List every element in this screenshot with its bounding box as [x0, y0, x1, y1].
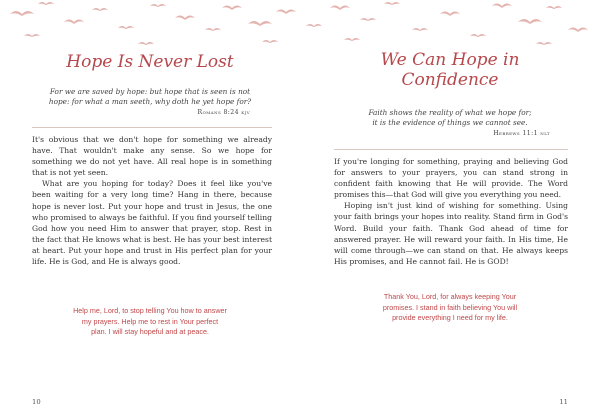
page-title — [330, 50, 570, 90]
prayer-line: promises. I stand in faith believing You will — [382, 302, 518, 312]
prayer-line: provide everything I need for my life. — [392, 313, 508, 323]
title-line: Confidence — [401, 70, 499, 90]
prayer-text — [330, 292, 570, 324]
verse-line: Faith shows the reality of what we hope for; — [368, 108, 532, 117]
body-paragraph: It's obvious that we don't hope for something we already have. That wouldn't make any sense. So we hope for something we do not yet have. All real hope is in something that is not yet seen. — [32, 135, 272, 178]
scripture-verse — [30, 87, 270, 107]
scripture-verse — [330, 108, 570, 128]
prayer-text — [30, 306, 270, 338]
birds-icon — [0, 0, 300, 60]
page-number: 11 — [559, 398, 568, 406]
verse-reference: Hebrews 11:1 nlt — [493, 130, 550, 137]
body-paragraph: Hoping isn't just kind of wishing for something. Using your faith brings your hopes into reality. Stand firm in God's Word. Build your faith. Thank God ahead of time for answered prayer. He will reward your faith. In His time, He will come through—we can stand on that. He always keeps His promises, and He cannot fail. He is GOD! — [334, 201, 568, 266]
verse-line: For we are saved by hope: but hope that is seen is not — [49, 87, 251, 96]
verse-reference: Romans 8:24 kjv — [197, 109, 250, 116]
devotional-body — [334, 156, 568, 267]
verse-line: it is the evidence of things we cannot see. — [372, 118, 528, 127]
section-divider — [334, 149, 568, 150]
prayer-line: my prayers. Help me to rest in Your perfect — [81, 316, 219, 326]
title-line: We Can Hope in — [380, 50, 520, 70]
prayer-line: Thank You, Lord, for always keeping Your — [383, 292, 517, 301]
verse-line: hope: for what a man seeth, why doth he yet hope for? — [48, 97, 252, 106]
right-page — [300, 0, 600, 420]
section-divider — [32, 127, 272, 128]
devotional-body — [32, 134, 272, 267]
body-paragraph: What are you hoping for today? Does it feel like you've been waiting for a very long time? Hang in there, because hope is never lost. Put your hope and trust in Jesus, the one who promised to always be faithful. If you find yourself telling God how you need Him to answer that prayer, stop. Rest in the fact that He knows what is best. He has your best interest at heart. Put your hope and trust in His perfect plan for your life. He is God, and He is always good. — [32, 179, 272, 267]
prayer-line: Help me, Lord, to stop telling You how to answer — [73, 306, 227, 315]
page-number: 10 — [32, 398, 41, 406]
body-paragraph: If you're longing for something, praying and believing God for answers to your prayers, you can stand strong in confident faith knowing that He will provide. The Word promises this—that God will give you everything you need. — [334, 157, 568, 200]
prayer-line: plan. I will stay hopeful and at peace. — [91, 327, 209, 337]
page-title: Hope Is Never Lost — [66, 52, 234, 72]
